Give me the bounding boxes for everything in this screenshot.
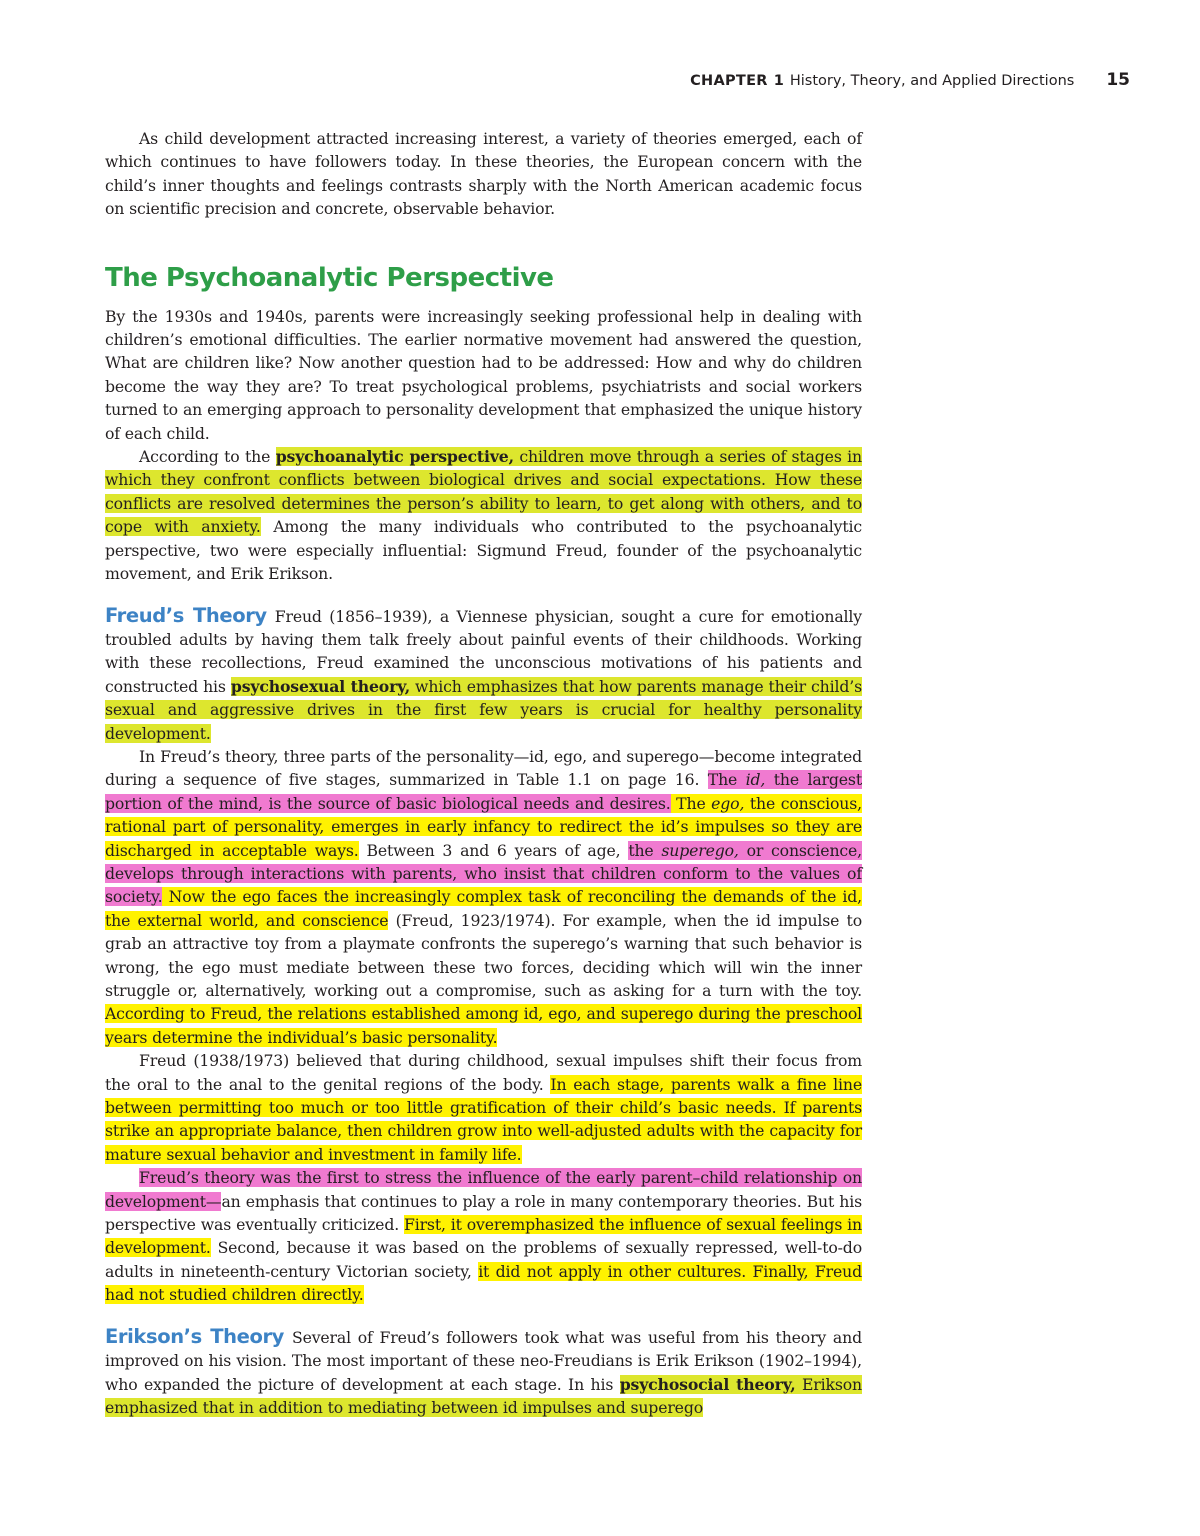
highlight-yellow: In each stage, parents walk a fine line between permitting too much or too little gratification of their child’s basic needs. If parents strike an appropriate balance, then children grow into well-adjusted adults with the capacity for mature sexual behavior and investment in family life. <box>105 1074 862 1164</box>
page-number: 15 <box>1106 70 1130 90</box>
running-title: History, Theory, and Applied Directions <box>789 73 1075 89</box>
term-superego: superego, <box>661 840 739 860</box>
freud-paragraph-4 <box>105 1166 862 1306</box>
intro-paragraph: As child development attracted increasing interest, a variety of theories emerged, each of which continues to have followers today. In these theories, the European concern with the child’s inner thoughts and feelings contrasts sharply with the North American academic focus on scientific precision and concrete, observable behavior. <box>105 129 862 219</box>
text-run: The <box>707 770 746 790</box>
highlight-pink: Freud’s theory was the first to stress the influence of the early parent–child relationship on development— <box>105 1168 862 1211</box>
text-run: Among the many individuals who contributed to the psychoanalytic perspective, two were especially influential: Sigmund Freud, founder of the psychoanalytic movement, and Erik Erikson. <box>105 517 863 584</box>
text-run: Now <box>162 887 205 907</box>
chapter-number: 1 <box>773 73 784 89</box>
text-run: (Freud, 1923/1974). For example, when the id impulse to grab an attractive toy from a playmate confronts the superego’s warning that such behavior is wrong, the ego must mediate between these two forces, deciding which will win the inner struggle or, alternatively, working out a compromise, such as asking for a turn with the toy. <box>105 910 862 1000</box>
text-run: the conscious, rational part of personality, emerges in early infancy to redirect the id’s impulses so they are discharged in acceptable ways. <box>105 793 862 860</box>
freud-paragraph-2 <box>105 745 862 1049</box>
text-run: Second, because it was based on the problems of sexually repressed, well-to-do adults in nineteenth-century Victorian society, <box>105 1238 862 1281</box>
text-run: which emphasizes that how parents manage their child’s sexual and aggressive drives in the first few years is crucial for healthy personality development. <box>105 676 862 743</box>
freud-paragraph-3 <box>105 1049 862 1166</box>
text-column <box>105 127 862 1419</box>
text-run: Between 3 and 6 years of age, <box>358 840 629 860</box>
text-run: According to the <box>139 447 276 467</box>
highlight-yellow: it did not apply in other cultures. Finally, Freud had not studied children directly. <box>105 1261 862 1305</box>
text-run: or conscience, develops through interactions with parents, who insist that children conform to the values of society. <box>105 840 863 907</box>
highlight-yellow: According to Freud, the relations established among id, ego, and superego during the preschool years determine the individual’s basic personality. <box>105 1004 862 1047</box>
highlight-yellow: First, it overemphasized the influence of sexual feelings in development. <box>105 1215 862 1258</box>
highlight-yellow: the ego faces the increasingly complex task of reconciling the demands of the id, the external world, and conscience <box>105 887 862 930</box>
text-run: Freud (1856–1939), a Viennese physician, sought a cure for emotionally troubled adults by having them talk freely about painful events of their childhoods. Working with these recollections, Freud examined the unconscious motivations of his patients and constructed his <box>105 606 862 696</box>
text-run: the <box>628 840 662 860</box>
freud-paragraph-1 <box>105 604 862 745</box>
text-run: Freud (1938/1973) believed that during childhood, sexual impulses shift their focus from the oral to the anal to the genital regions of the body. <box>105 1051 862 1094</box>
key-term-psychosexual-theory: psychosexual theory, <box>230 676 411 696</box>
text-run: Erikson emphasized that in addition to mediating between id impulses and superego <box>105 1374 863 1417</box>
psychoanalytic-paragraph-1: By the 1930s and 1940s, parents were increasingly seeking professional help in dealing with children’s emotional difficulties. The earlier normative movement had answered the question, What are children like? Now another question had to be addressed: How and why do children become the way they are? To treat psychological problems, psychiatrists and social workers turned to an emerging approach to personality development that emphasized the unique history of each child. <box>105 306 862 443</box>
psychoanalytic-paragraph-2 <box>105 445 862 585</box>
subheading-erikson: Erikson’s Theory <box>105 1324 284 1348</box>
subheading-freud: Freud’s Theory <box>105 603 267 627</box>
text-run: The <box>670 793 712 813</box>
text-run: Several of Freud’s followers took what was useful from his theory and improved on his vision. The most important of these neo-Freudians is Erik Erikson (1902–1994), who expanded the picture of development at each stage. In his <box>105 1327 862 1394</box>
erikson-paragraph-1 <box>105 1325 862 1420</box>
term-id: id, <box>745 770 766 790</box>
chapter-label: CHAPTER <box>690 73 768 89</box>
term-ego: ego, <box>711 793 745 813</box>
text-run: an emphasis that continues to play a role in many contemporary theories. But his perspective was eventually criticized. <box>105 1191 862 1235</box>
key-term-psychosocial-theory: psychosocial theory, <box>619 1374 796 1394</box>
section-heading-psychoanalytic: The Psychoanalytic Perspective <box>105 262 554 293</box>
running-header <box>690 70 1130 94</box>
text-run: children move through a series of stages in which they confront conflicts between biological drives and social expectations. How these conflicts are resolved determines the person’s ability to learn, to get along with others, and to cope with anxiety. <box>105 447 862 537</box>
text-run: the largest portion of the mind, is the source of basic biological needs and desires. <box>105 770 862 813</box>
key-term-psychoanalytic-perspective: psychoanalytic perspective, <box>275 447 514 467</box>
text-run: In Freud’s theory, three parts of the personality—id, ego, and superego—become integrated during a sequence of five stages, summarized in Table 1.1 on page 16. <box>105 746 862 790</box>
